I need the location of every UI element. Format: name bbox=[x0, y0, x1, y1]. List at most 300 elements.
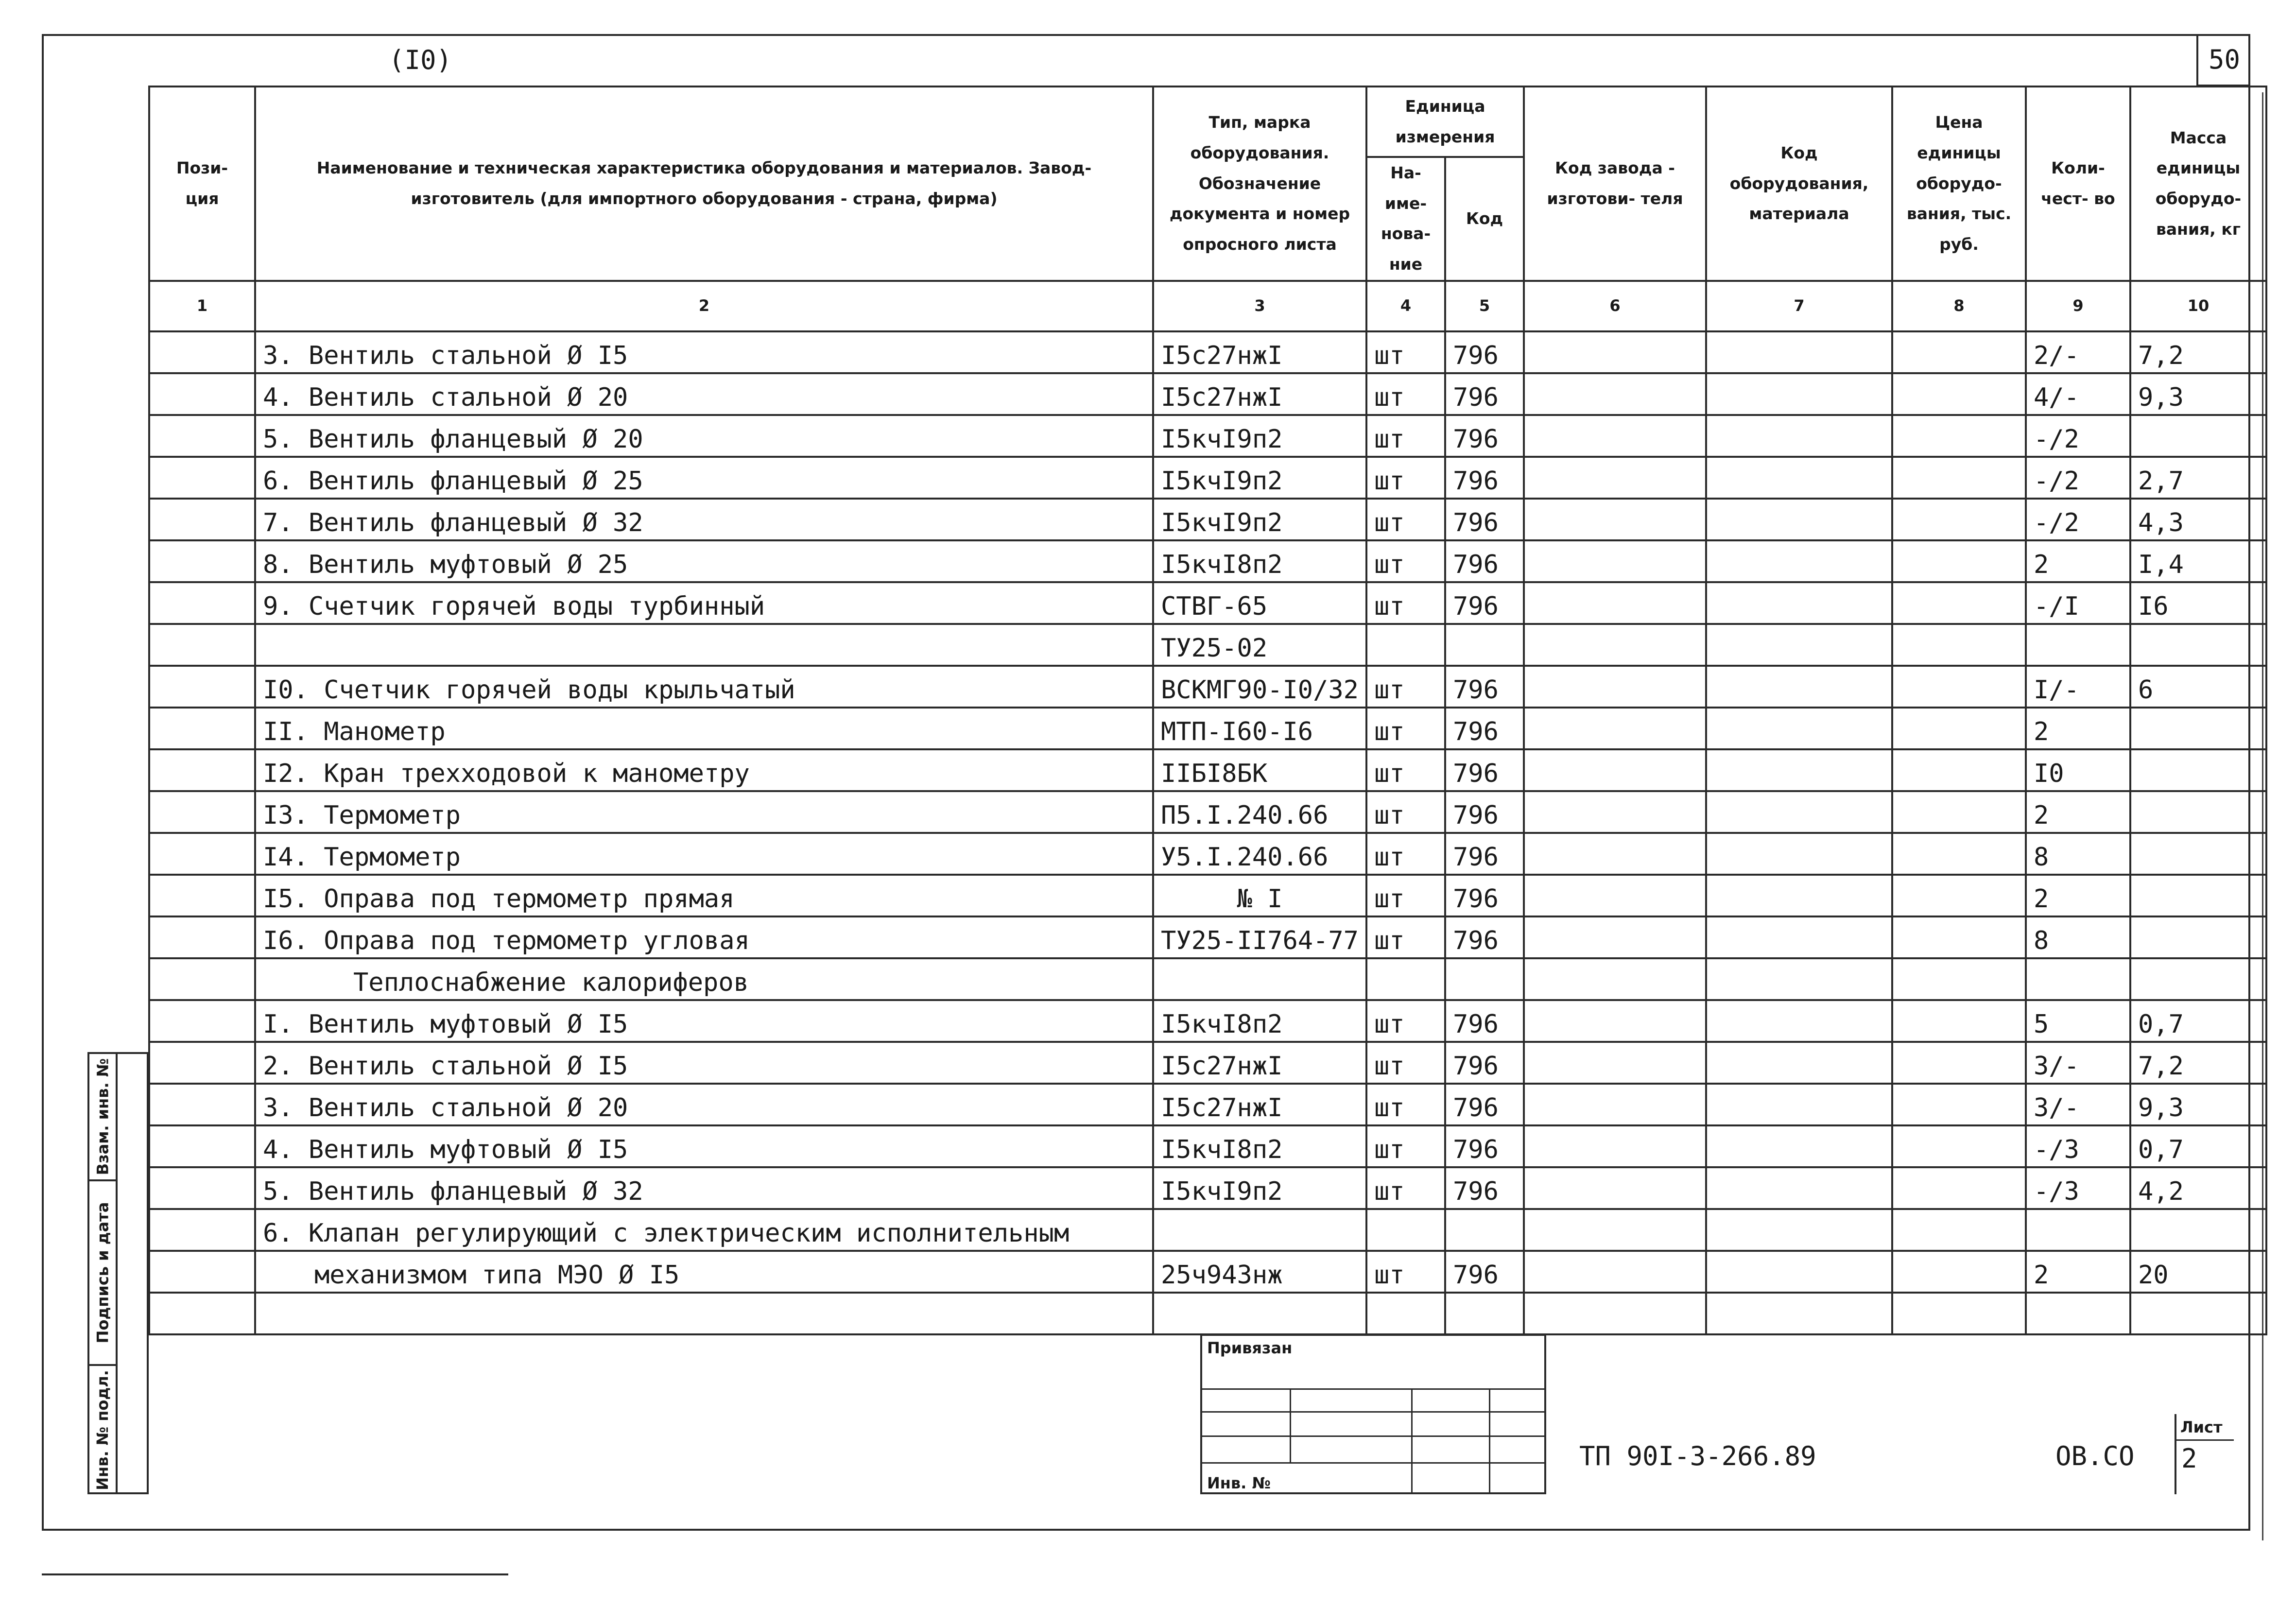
cell-equipment-code bbox=[1706, 540, 1892, 582]
cell-unit-code: 796 bbox=[1445, 916, 1524, 958]
cell-name: 7. Вентиль фланцевый Ø 32 bbox=[255, 499, 1153, 540]
cell-quantity: 2 bbox=[2026, 540, 2130, 582]
cell-unit-name: шт bbox=[1366, 1251, 1445, 1293]
cell-type bbox=[1153, 958, 1366, 1000]
cell-quantity: I/- bbox=[2026, 666, 2130, 708]
cell-plant-code bbox=[1524, 1000, 1706, 1042]
cell-mass bbox=[2130, 791, 2266, 833]
cell-equipment-code bbox=[1706, 1084, 1892, 1125]
cell-name: I3. Термометр bbox=[255, 791, 1153, 833]
cell-price bbox=[1892, 875, 2026, 916]
cell-plant-code bbox=[1524, 1084, 1706, 1125]
cell-unit-code: 796 bbox=[1445, 331, 1524, 373]
table-row bbox=[149, 916, 2266, 958]
cell-price bbox=[1892, 958, 2026, 1000]
cell-unit-name: шт bbox=[1366, 749, 1445, 791]
cell-equipment-code bbox=[1706, 457, 1892, 499]
cell-plant-code bbox=[1524, 373, 1706, 415]
cell-unit-name: шт bbox=[1366, 582, 1445, 624]
cell-unit-name: шт bbox=[1366, 791, 1445, 833]
cell-type: I5кчI9п2 bbox=[1153, 1167, 1366, 1209]
cell-mass bbox=[2130, 708, 2266, 749]
table-row bbox=[149, 1000, 2266, 1042]
stamp-line bbox=[1290, 1388, 1291, 1462]
cell-price bbox=[1892, 540, 2026, 582]
cell-position bbox=[149, 1293, 255, 1334]
cell-position bbox=[149, 1042, 255, 1084]
table-row bbox=[149, 749, 2266, 791]
col-number: 8 bbox=[1892, 281, 2026, 331]
cell-unit-code: 796 bbox=[1445, 457, 1524, 499]
cell-type: СТВГ-65 bbox=[1153, 582, 1366, 624]
cell-name: I4. Термометр bbox=[255, 833, 1153, 875]
cell-unit-code: 796 bbox=[1445, 1167, 1524, 1209]
cell-name: механизмом типа МЭО Ø I5 bbox=[255, 1251, 1153, 1293]
cell-quantity: -/3 bbox=[2026, 1167, 2130, 1209]
header-equipment-code: Код оборудования, материала bbox=[1706, 86, 1892, 281]
header-name: Наименование и техническая характеристика оборудования и материалов. Завод-изготовитель (для импортного оборудования - страна, фирма) bbox=[255, 86, 1153, 281]
cell-unit-name: шт bbox=[1366, 415, 1445, 457]
header-type: Тип, марка оборудования. Обозначение документа и номер опросного листа bbox=[1153, 86, 1366, 281]
cell-price bbox=[1892, 1000, 2026, 1042]
cell-unit-name: шт bbox=[1366, 708, 1445, 749]
cell-plant-code bbox=[1524, 415, 1706, 457]
cell-equipment-code bbox=[1706, 1293, 1892, 1334]
cell-name bbox=[255, 624, 1153, 666]
cell-plant-code bbox=[1524, 749, 1706, 791]
cell-quantity: -/2 bbox=[2026, 457, 2130, 499]
cell-plant-code bbox=[1524, 875, 1706, 916]
cell-price bbox=[1892, 833, 2026, 875]
cell-type: П5.I.240.66 bbox=[1153, 791, 1366, 833]
table-row bbox=[149, 1209, 2266, 1251]
cell-mass bbox=[2130, 833, 2266, 875]
cell-position bbox=[149, 708, 255, 749]
cell-price bbox=[1892, 666, 2026, 708]
cell-quantity: 2 bbox=[2026, 708, 2130, 749]
sheet-number: 50 bbox=[2208, 44, 2241, 75]
cell-quantity bbox=[2026, 624, 2130, 666]
cell-mass bbox=[2130, 1293, 2266, 1334]
cell-unit-code: 796 bbox=[1445, 1000, 1524, 1042]
binding-stamp bbox=[1200, 1334, 1546, 1494]
cell-position bbox=[149, 457, 255, 499]
cell-name: I5. Оправа под термометр прямая bbox=[255, 875, 1153, 916]
cell-position bbox=[149, 791, 255, 833]
cell-unit-code bbox=[1445, 958, 1524, 1000]
cell-price bbox=[1892, 582, 2026, 624]
cell-equipment-code bbox=[1706, 624, 1892, 666]
col-number: 4 bbox=[1366, 281, 1445, 331]
document-part: ОВ.СО bbox=[2055, 1441, 2135, 1471]
cell-unit-name: шт bbox=[1366, 540, 1445, 582]
cell-position bbox=[149, 331, 255, 373]
stamp-line bbox=[1202, 1411, 1544, 1413]
cell-position bbox=[149, 916, 255, 958]
cell-unit-code: 796 bbox=[1445, 499, 1524, 540]
table-row bbox=[149, 582, 2266, 624]
col-number: 10 bbox=[2130, 281, 2266, 331]
cell-price bbox=[1892, 1042, 2026, 1084]
cell-price bbox=[1892, 1293, 2026, 1334]
cell-equipment-code bbox=[1706, 666, 1892, 708]
cell-unit-name: шт bbox=[1366, 1125, 1445, 1167]
cell-price bbox=[1892, 708, 2026, 749]
table-row bbox=[149, 833, 2266, 875]
cell-unit-name bbox=[1366, 1209, 1445, 1251]
cell-position bbox=[149, 1000, 255, 1042]
side-cell-vzam bbox=[89, 1054, 118, 1181]
cell-position bbox=[149, 540, 255, 582]
cell-equipment-code bbox=[1706, 833, 1892, 875]
cell-equipment-code bbox=[1706, 958, 1892, 1000]
col-number: 3 bbox=[1153, 281, 1366, 331]
cell-price bbox=[1892, 749, 2026, 791]
cell-type: I5кчI8п2 bbox=[1153, 1125, 1366, 1167]
cell-position bbox=[149, 1084, 255, 1125]
cell-name: 3. Вентиль стальной Ø 20 bbox=[255, 1084, 1153, 1125]
col-number: 7 bbox=[1706, 281, 1892, 331]
table-row bbox=[149, 1042, 2266, 1084]
cell-name: 5. Вентиль фланцевый Ø 32 bbox=[255, 1167, 1153, 1209]
cell-position bbox=[149, 666, 255, 708]
cell-mass bbox=[2130, 958, 2266, 1000]
cell-mass: 7,2 bbox=[2130, 331, 2266, 373]
cell-name: 4. Вентиль стальной Ø 20 bbox=[255, 373, 1153, 415]
cell-position bbox=[149, 749, 255, 791]
cell-equipment-code bbox=[1706, 499, 1892, 540]
cell-quantity: I0 bbox=[2026, 749, 2130, 791]
frame-tail-line bbox=[42, 1573, 508, 1575]
table-row bbox=[149, 415, 2266, 457]
cell-mass: 4,3 bbox=[2130, 499, 2266, 540]
stamp-line bbox=[1489, 1388, 1490, 1492]
col-number: 9 bbox=[2026, 281, 2130, 331]
cell-plant-code bbox=[1524, 1167, 1706, 1209]
cell-type: № I bbox=[1153, 875, 1366, 916]
list-label: Лист bbox=[2180, 1418, 2223, 1436]
sheet-number-box bbox=[2196, 34, 2250, 86]
table-row bbox=[149, 540, 2266, 582]
cell-unit-name bbox=[1366, 624, 1445, 666]
cell-unit-code: 796 bbox=[1445, 415, 1524, 457]
cell-type: I5кчI9п2 bbox=[1153, 457, 1366, 499]
cell-unit-code bbox=[1445, 1209, 1524, 1251]
cell-mass: 0,7 bbox=[2130, 1125, 2266, 1167]
cell-plant-code bbox=[1524, 1125, 1706, 1167]
cell-equipment-code bbox=[1706, 1209, 1892, 1251]
cell-position bbox=[149, 582, 255, 624]
side-cell-podpis bbox=[89, 1181, 118, 1366]
cell-price bbox=[1892, 373, 2026, 415]
cell-type: 25ч943нж bbox=[1153, 1251, 1366, 1293]
cell-equipment-code bbox=[1706, 916, 1892, 958]
table-row bbox=[149, 624, 2266, 666]
cell-name: I0. Счетчик горячей воды крыльчатый bbox=[255, 666, 1153, 708]
cell-equipment-code bbox=[1706, 749, 1892, 791]
cell-quantity: 5 bbox=[2026, 1000, 2130, 1042]
list-number: 2 bbox=[2181, 1443, 2197, 1474]
cell-price bbox=[1892, 331, 2026, 373]
cell-plant-code bbox=[1524, 833, 1706, 875]
cell-price bbox=[1892, 624, 2026, 666]
cell-equipment-code bbox=[1706, 791, 1892, 833]
cell-price bbox=[1892, 415, 2026, 457]
header-quantity: Коли- чест- во bbox=[2026, 86, 2130, 281]
cell-position bbox=[149, 875, 255, 916]
document-code: ТП 90I-3-266.89 bbox=[1579, 1441, 1816, 1471]
cell-quantity: 4/- bbox=[2026, 373, 2130, 415]
cell-plant-code bbox=[1524, 958, 1706, 1000]
table-row bbox=[149, 331, 2266, 373]
cell-name: 4. Вентиль муфтовый Ø I5 bbox=[255, 1125, 1153, 1167]
cell-quantity: -/3 bbox=[2026, 1125, 2130, 1167]
cell-type: I5кчI9п2 bbox=[1153, 415, 1366, 457]
cell-plant-code bbox=[1524, 1293, 1706, 1334]
cell-unit-code: 796 bbox=[1445, 666, 1524, 708]
cell-mass: 7,2 bbox=[2130, 1042, 2266, 1084]
cell-name: 9. Счетчик горячей воды турбинный bbox=[255, 582, 1153, 624]
cell-type bbox=[1153, 1293, 1366, 1334]
sheet-code: (I0) bbox=[389, 45, 452, 75]
cell-mass bbox=[2130, 624, 2266, 666]
stamp-title: Привязан bbox=[1207, 1339, 1293, 1357]
cell-mass bbox=[2130, 875, 2266, 916]
cell-unit-code: 796 bbox=[1445, 1125, 1524, 1167]
stamp-line bbox=[1202, 1462, 1544, 1464]
cell-mass: 9,3 bbox=[2130, 1084, 2266, 1125]
table-row bbox=[149, 875, 2266, 916]
cell-type: I5с27нжI bbox=[1153, 1042, 1366, 1084]
cell-position bbox=[149, 499, 255, 540]
cell-type: ТУ25-02 bbox=[1153, 624, 1366, 666]
cell-quantity: 2 bbox=[2026, 1251, 2130, 1293]
cell-unit-name: шт bbox=[1366, 833, 1445, 875]
cell-position bbox=[149, 958, 255, 1000]
cell-type: У5.I.240.66 bbox=[1153, 833, 1366, 875]
cell-unit-code: 796 bbox=[1445, 791, 1524, 833]
cell-mass: 9,3 bbox=[2130, 373, 2266, 415]
side-label-vzam: Взам. инв. № bbox=[93, 1058, 112, 1175]
cell-plant-code bbox=[1524, 457, 1706, 499]
col-number: 6 bbox=[1524, 281, 1706, 331]
cell-position bbox=[149, 833, 255, 875]
cell-equipment-code bbox=[1706, 875, 1892, 916]
stamp-line bbox=[1202, 1435, 1544, 1437]
specification-table bbox=[148, 86, 2267, 1335]
cell-quantity bbox=[2026, 958, 2130, 1000]
table-row bbox=[149, 499, 2266, 540]
list-line bbox=[2176, 1439, 2234, 1441]
header-unit: Единица измерения bbox=[1366, 86, 1524, 157]
header-position: Пози- ция bbox=[149, 86, 255, 281]
cell-name: 8. Вентиль муфтовый Ø 25 bbox=[255, 540, 1153, 582]
cell-name: Теплоснабжение калориферов bbox=[255, 958, 1153, 1000]
cell-plant-code bbox=[1524, 791, 1706, 833]
cell-price bbox=[1892, 499, 2026, 540]
table-row bbox=[149, 1251, 2266, 1293]
cell-position bbox=[149, 1125, 255, 1167]
cell-position bbox=[149, 1209, 255, 1251]
cell-plant-code bbox=[1524, 499, 1706, 540]
table-row bbox=[149, 791, 2266, 833]
cell-unit-code: 796 bbox=[1445, 582, 1524, 624]
cell-mass: 6 bbox=[2130, 666, 2266, 708]
table-row bbox=[149, 1293, 2266, 1334]
cell-equipment-code bbox=[1706, 1000, 1892, 1042]
col-number: 1 bbox=[149, 281, 255, 331]
cell-unit-name: шт bbox=[1366, 331, 1445, 373]
sheet-list-box bbox=[2175, 1414, 2232, 1494]
header-unit-name: На- име- нова- ние bbox=[1366, 157, 1445, 281]
cell-mass: 0,7 bbox=[2130, 1000, 2266, 1042]
cell-quantity: 3/- bbox=[2026, 1084, 2130, 1125]
header-price: Цена единицы оборудо- вания, тыс. руб. bbox=[1892, 86, 2026, 281]
cell-type: I5с27нжI bbox=[1153, 373, 1366, 415]
cell-position bbox=[149, 624, 255, 666]
cell-plant-code bbox=[1524, 666, 1706, 708]
cell-equipment-code bbox=[1706, 415, 1892, 457]
cell-equipment-code bbox=[1706, 582, 1892, 624]
table-row bbox=[149, 373, 2266, 415]
col-number: 2 bbox=[255, 281, 1153, 331]
cell-quantity bbox=[2026, 1293, 2130, 1334]
cell-name: 5. Вентиль фланцевый Ø 20 bbox=[255, 415, 1153, 457]
stamp-inv-label: Инв. № bbox=[1207, 1474, 1271, 1492]
cell-position bbox=[149, 1251, 255, 1293]
side-cell-inv bbox=[89, 1366, 118, 1494]
cell-type: I5с27нжI bbox=[1153, 1084, 1366, 1125]
cell-unit-code bbox=[1445, 624, 1524, 666]
cell-unit-name: шт bbox=[1366, 666, 1445, 708]
side-stamp-strip bbox=[87, 1052, 149, 1494]
table-row bbox=[149, 1125, 2266, 1167]
cell-type: IIБI8БК bbox=[1153, 749, 1366, 791]
cell-plant-code bbox=[1524, 582, 1706, 624]
table-row bbox=[149, 1167, 2266, 1209]
cell-equipment-code bbox=[1706, 373, 1892, 415]
cell-unit-code: 796 bbox=[1445, 1084, 1524, 1125]
cell-equipment-code bbox=[1706, 1167, 1892, 1209]
cell-price bbox=[1892, 791, 2026, 833]
table-row bbox=[149, 1084, 2266, 1125]
cell-name: I2. Кран трехходовой к манометру bbox=[255, 749, 1153, 791]
cell-unit-code: 796 bbox=[1445, 373, 1524, 415]
cell-quantity: 8 bbox=[2026, 916, 2130, 958]
cell-type: I5кчI9п2 bbox=[1153, 499, 1366, 540]
header-plant-code: Код завода - изготови- теля bbox=[1524, 86, 1706, 281]
cell-unit-code: 796 bbox=[1445, 875, 1524, 916]
cell-equipment-code bbox=[1706, 1042, 1892, 1084]
col-number: 5 bbox=[1445, 281, 1524, 331]
cell-price bbox=[1892, 1251, 2026, 1293]
cell-unit-name: шт bbox=[1366, 1042, 1445, 1084]
cell-unit-name: шт bbox=[1366, 499, 1445, 540]
cell-plant-code bbox=[1524, 1042, 1706, 1084]
cell-mass: I6 bbox=[2130, 582, 2266, 624]
cell-plant-code bbox=[1524, 540, 1706, 582]
cell-unit-name: шт bbox=[1366, 916, 1445, 958]
cell-price bbox=[1892, 1167, 2026, 1209]
cell-quantity: 3/- bbox=[2026, 1042, 2130, 1084]
cell-type: ВСКМГ90-I0/32 bbox=[1153, 666, 1366, 708]
cell-plant-code bbox=[1524, 624, 1706, 666]
side-label-podpis: Подпись и дата bbox=[93, 1202, 112, 1344]
cell-unit-code: 796 bbox=[1445, 833, 1524, 875]
cell-plant-code bbox=[1524, 916, 1706, 958]
cell-unit-code: 796 bbox=[1445, 1042, 1524, 1084]
cell-name: II. Манометр bbox=[255, 708, 1153, 749]
cell-mass: I,4 bbox=[2130, 540, 2266, 582]
cell-plant-code bbox=[1524, 1209, 1706, 1251]
cell-unit-code: 796 bbox=[1445, 540, 1524, 582]
cell-equipment-code bbox=[1706, 331, 1892, 373]
cell-name: 3. Вентиль стальной Ø I5 bbox=[255, 331, 1153, 373]
cell-unit-code: 796 bbox=[1445, 708, 1524, 749]
cell-name: I6. Оправа под термометр угловая bbox=[255, 916, 1153, 958]
cell-unit-name: шт bbox=[1366, 1000, 1445, 1042]
table-row bbox=[149, 457, 2266, 499]
cell-mass bbox=[2130, 916, 2266, 958]
cell-position bbox=[149, 415, 255, 457]
cell-equipment-code bbox=[1706, 1125, 1892, 1167]
cell-quantity: -/2 bbox=[2026, 415, 2130, 457]
cell-unit-name bbox=[1366, 1293, 1445, 1334]
cell-unit-name: шт bbox=[1366, 875, 1445, 916]
table-row bbox=[149, 708, 2266, 749]
cell-quantity: -/I bbox=[2026, 582, 2130, 624]
cell-type: ТУ25-II764-77 bbox=[1153, 916, 1366, 958]
cell-mass: 4,2 bbox=[2130, 1167, 2266, 1209]
header-unit-code: Код bbox=[1445, 157, 1524, 281]
cell-price bbox=[1892, 916, 2026, 958]
cell-type: I5кчI8п2 bbox=[1153, 1000, 1366, 1042]
header-mass: Масса единицы оборудо- вания, кг bbox=[2130, 86, 2266, 281]
cell-unit-name: шт bbox=[1366, 1084, 1445, 1125]
cell-quantity: 2 bbox=[2026, 875, 2130, 916]
cell-mass bbox=[2130, 415, 2266, 457]
cell-quantity: -/2 bbox=[2026, 499, 2130, 540]
table-row bbox=[149, 666, 2266, 708]
side-label-inv: Инв. № подл. bbox=[93, 1370, 112, 1490]
cell-position bbox=[149, 1167, 255, 1209]
cell-name: 2. Вентиль стальной Ø I5 bbox=[255, 1042, 1153, 1084]
cell-type: I5с27нжI bbox=[1153, 331, 1366, 373]
cell-quantity: 2 bbox=[2026, 791, 2130, 833]
cell-unit-name: шт bbox=[1366, 373, 1445, 415]
cell-type bbox=[1153, 1209, 1366, 1251]
cell-quantity: 8 bbox=[2026, 833, 2130, 875]
stamp-line bbox=[1202, 1388, 1544, 1390]
cell-name: 6. Вентиль фланцевый Ø 25 bbox=[255, 457, 1153, 499]
cell-unit-name: шт bbox=[1366, 1167, 1445, 1209]
table-row bbox=[149, 958, 2266, 1000]
cell-type: МТП-I60-I6 bbox=[1153, 708, 1366, 749]
cell-type: I5кчI8п2 bbox=[1153, 540, 1366, 582]
cell-unit-code: 796 bbox=[1445, 749, 1524, 791]
cell-mass bbox=[2130, 1209, 2266, 1251]
cell-unit-name: шт bbox=[1366, 457, 1445, 499]
cell-unit-code bbox=[1445, 1293, 1524, 1334]
cell-quantity: 2/- bbox=[2026, 331, 2130, 373]
cell-equipment-code bbox=[1706, 708, 1892, 749]
cell-mass bbox=[2130, 749, 2266, 791]
cell-mass: 2,7 bbox=[2130, 457, 2266, 499]
cell-plant-code bbox=[1524, 1251, 1706, 1293]
cell-price bbox=[1892, 1125, 2026, 1167]
cell-price bbox=[1892, 1209, 2026, 1251]
stamp-line bbox=[1411, 1388, 1413, 1492]
